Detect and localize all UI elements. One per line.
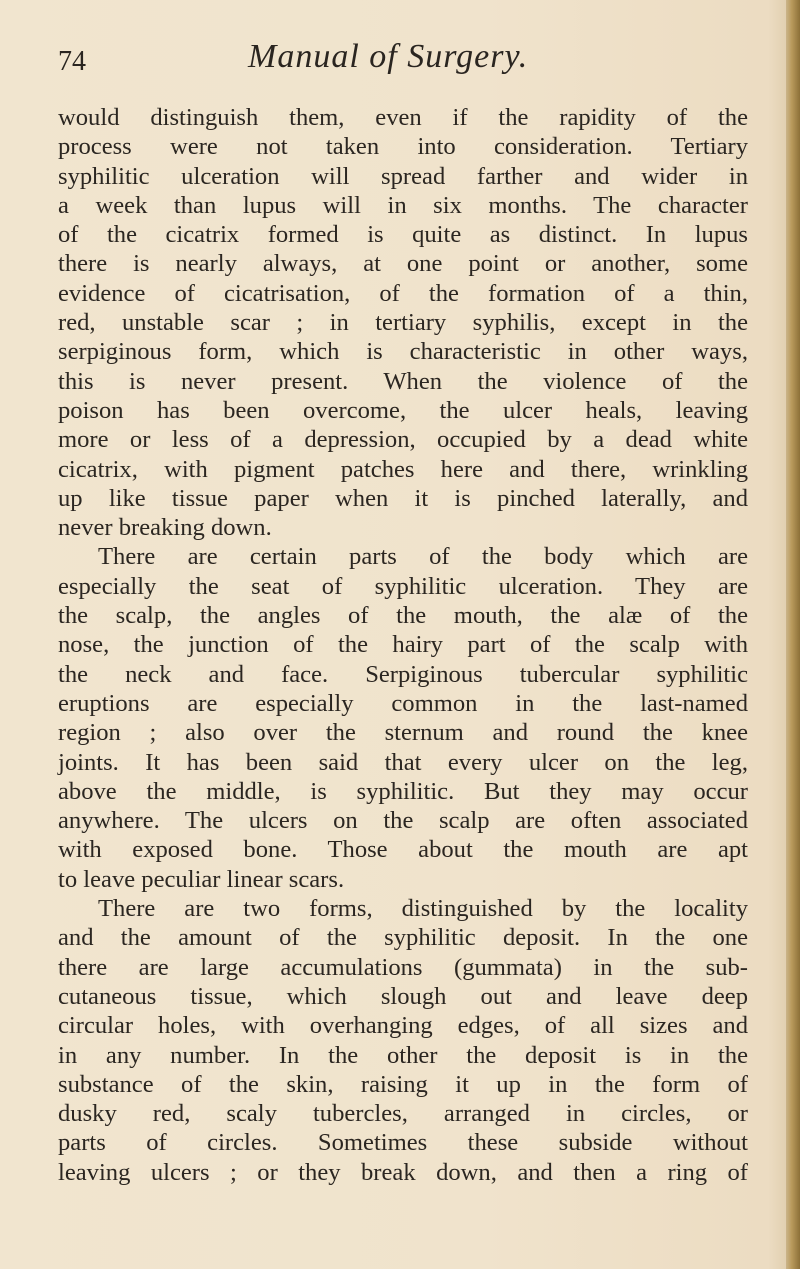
text-line: this is never present. When the violence of the: [58, 367, 748, 395]
text-line: syphilitic ulceration will spread farther and wider in: [58, 162, 748, 190]
text-line: never breaking down.: [58, 514, 272, 542]
text-line: with exposed bone. Those about the mouth are apt: [58, 836, 748, 864]
binding-edge: [786, 0, 800, 1269]
text-line: joints. It has been said that every ulcer on the leg,: [58, 748, 748, 776]
text-line: of the cicatrix formed is quite as distinct. In lupus: [58, 221, 748, 249]
text-line: eruptions are especially common in the last-named: [58, 689, 748, 717]
paragraph-start-line: There are certain parts of the body which are: [98, 543, 748, 571]
text-line: anywhere. The ulcers on the scalp are often associated: [58, 807, 748, 835]
text-line: evidence of cicatrisation, of the formation of a thin,: [58, 279, 748, 307]
text-line: would distinguish them, even if the rapidity of the: [58, 104, 748, 131]
text-line: serpiginous form, which is characteristic in other ways,: [58, 338, 748, 366]
text-line: region ; also over the sternum and round the knee: [58, 719, 748, 747]
text-line: nose, the junction of the hairy part of the scalp with: [58, 631, 748, 659]
text-line: above the middle, is syphilitic. But they may occur: [58, 777, 748, 805]
text-line: the neck and face. Serpiginous tubercular syphilitic: [58, 660, 748, 688]
running-title: Manual of Surgery.: [248, 38, 529, 75]
text-line: there is nearly always, at one point or another, some: [58, 250, 748, 278]
text-line: substance of the skin, raising it up in the form of: [58, 1070, 748, 1098]
text-line: cicatrix, with pigment patches here and there, wrinkling: [58, 455, 748, 483]
text-line: and the amount of the syphilitic deposit. In the one: [58, 924, 748, 952]
text-line: leaving ulcers ; or they break down, and then a ring of: [58, 1158, 748, 1186]
text-line: especially the seat of syphilitic ulceration. They are: [58, 572, 748, 600]
text-line: cutaneous tissue, which slough out and leave deep: [58, 982, 748, 1010]
body-text: [58, 103, 748, 1187]
text-line: a week than lupus will in six months. The character: [58, 191, 748, 219]
text-line: there are large accumulations (gummata) in the sub-: [58, 953, 748, 981]
page-number: 74: [58, 46, 86, 77]
paragraph-start-line: There are two forms, distinguished by the locality: [98, 895, 748, 923]
text-line: circular holes, with overhanging edges, of all sizes and: [58, 1012, 748, 1040]
text-line: up like tissue paper when it is pinched laterally, and: [58, 484, 748, 512]
text-line: process were not taken into consideration. Tertiary: [58, 133, 748, 161]
text-line: dusky red, scaly tubercles, arranged in circles, or: [58, 1100, 748, 1128]
text-line: more or less of a depression, occupied by a dead white: [58, 426, 748, 454]
page-header: [58, 38, 748, 82]
text-line: poison has been overcome, the ulcer heals, leaving: [58, 396, 748, 424]
text-line: in any number. In the other the deposit is in the: [58, 1041, 748, 1069]
text-line: red, unstable scar ; in tertiary syphilis, except in the: [58, 309, 748, 337]
text-line: parts of circles. Sometimes these subside without: [58, 1129, 748, 1157]
text-line: to leave peculiar linear scars.: [58, 865, 345, 893]
text-line: the scalp, the angles of the mouth, the alæ of the: [58, 602, 748, 630]
